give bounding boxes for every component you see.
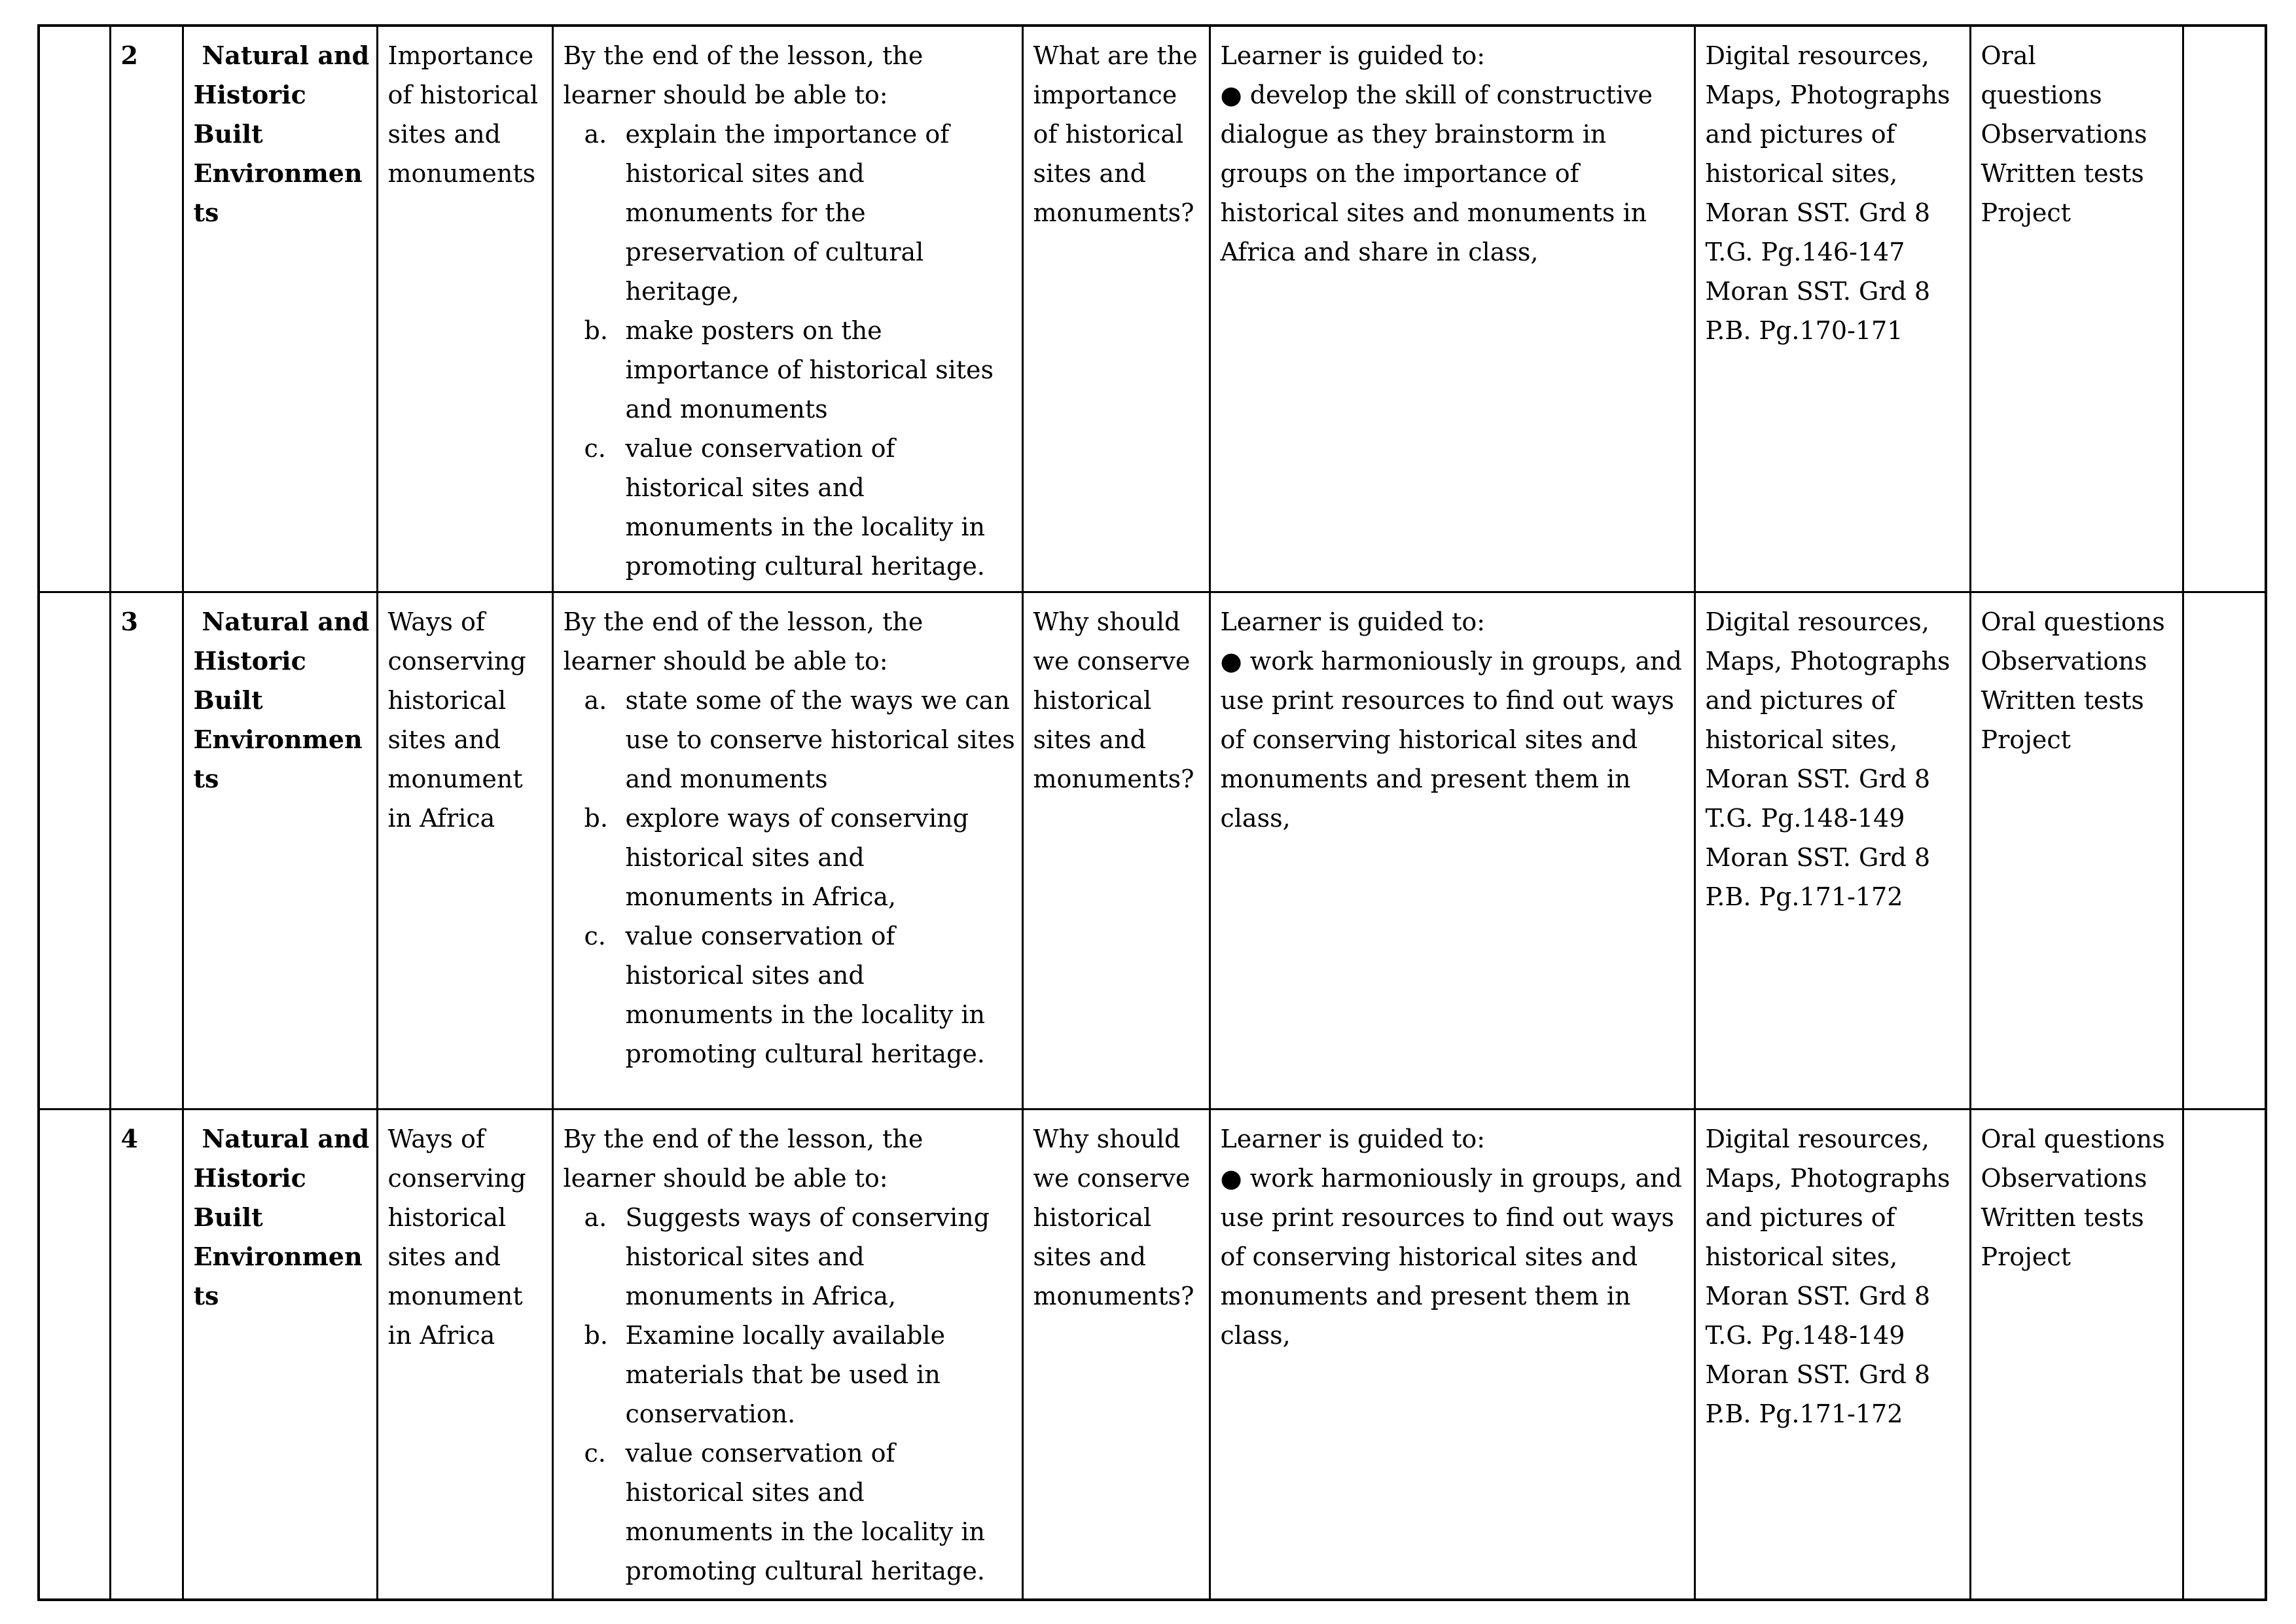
assessment-entry: Oral — [1981, 41, 2036, 70]
experiences-list — [1221, 641, 1690, 838]
learning-outcomes-cell — [552, 26, 1022, 592]
outcome-label: b. — [584, 1321, 608, 1350]
trailing-empty-cell — [2183, 1110, 2266, 1600]
resources-list — [1706, 1119, 1965, 1434]
outcome-label: b. — [584, 316, 608, 345]
experiences-list — [1221, 75, 1690, 272]
assessment-entry: Written tests — [1981, 159, 2144, 188]
trailing-empty-cell — [2183, 26, 2266, 592]
lesson-number-cell — [110, 1110, 183, 1600]
assessment-entry: Observations — [1981, 120, 2147, 149]
outcome-label: c. — [584, 1439, 606, 1468]
strand-title: Natural and Historic Built Environments — [193, 1124, 370, 1310]
sub-strand-cell — [377, 1110, 552, 1600]
lesson-number: 3 — [120, 607, 138, 636]
outcomes-list — [564, 681, 1018, 1074]
outcome-text: value conservation of historical sites and monuments in the locality in promoting cultural heritage. — [625, 1439, 985, 1585]
key-inquiry-cell — [1022, 26, 1210, 592]
week-cell — [39, 1110, 110, 1600]
outcome-text: state some of the ways we can use to conserve historical sites and monuments — [625, 686, 1015, 793]
strand-title: Natural and Historic Built Environments — [193, 41, 370, 227]
learning-outcomes-cell — [552, 592, 1022, 1110]
outcomes-intro: By the end of the lesson, the learner should be able to: — [563, 607, 924, 676]
trailing-empty-cell — [2183, 592, 2266, 1110]
resources-entry: Moran SST. Grd 8 T.G. Pg.146-147 — [1705, 198, 1931, 266]
assessment-cell — [1970, 1110, 2183, 1600]
resources-list — [1706, 602, 1965, 916]
strand-cell — [183, 26, 377, 592]
strand-title: Natural and Historic Built Environments — [193, 607, 370, 793]
lesson-number-cell — [110, 592, 183, 1110]
outcomes-list — [564, 1198, 1018, 1591]
assessment-entry: Oral questions — [1981, 1125, 2165, 1153]
strand-cell — [183, 1110, 377, 1600]
experiences-intro: Learner is guided to: — [1220, 1125, 1486, 1153]
outcome-text: value conservation of historical sites and monuments in the locality in promoting cultural heritage. — [625, 922, 985, 1068]
outcome-item — [564, 1316, 1018, 1434]
assessment-entry: Project — [1981, 198, 2071, 227]
outcome-label: a. — [584, 686, 607, 715]
outcome-item — [564, 799, 1018, 916]
experiences-intro: Learner is guided to: — [1220, 41, 1486, 70]
table-row — [39, 1110, 2266, 1600]
table-row — [39, 26, 2266, 592]
scheme-of-work-table — [37, 24, 2267, 1601]
learning-experiences-cell — [1210, 26, 1695, 592]
sub-strand-title: Ways of conserving historical sites and monument in Africa — [387, 1125, 526, 1350]
experiences-entry: ● work harmoniously in groups, and use print resources to find out ways of conserving historical sites and monuments and present them in class, — [1220, 1164, 1682, 1350]
outcomes-list — [564, 115, 1018, 586]
strand-cell — [183, 592, 377, 1110]
resources-entry: Moran SST. Grd 8 P.B. Pg.171-172 — [1705, 1360, 1931, 1428]
assessment-entry: questions — [1981, 81, 2102, 109]
experiences-entry: ● work harmoniously in groups, and use print resources to find out ways of conserving historical sites and monuments and present them in class, — [1220, 647, 1682, 833]
resources-list — [1706, 36, 1965, 350]
resources-entry: Moran SST. Grd 8 P.B. Pg.171-172 — [1705, 843, 1931, 911]
assessment-entry: Written tests — [1981, 686, 2144, 715]
assessment-cell — [1970, 26, 2183, 592]
key-inquiry-question: What are the importance of historical sites and monuments? — [1033, 41, 1198, 227]
outcome-item — [564, 916, 1018, 1074]
key-inquiry-cell — [1022, 1110, 1210, 1600]
outcome-text: make posters on the importance of historical sites and monuments — [625, 316, 994, 424]
outcome-text: explain the importance of historical sites and monuments for the preservation of cultural heritage, — [625, 120, 950, 306]
outcome-item — [564, 429, 1018, 586]
sub-strand-cell — [377, 26, 552, 592]
outcomes-intro: By the end of the lesson, the learner should be able to: — [563, 1125, 924, 1193]
outcome-text: value conservation of historical sites and monuments in the locality in promoting cultural heritage. — [625, 434, 985, 581]
outcome-text: explore ways of conserving historical sites and monuments in Africa, — [625, 804, 969, 911]
lesson-number: 4 — [120, 1124, 138, 1153]
assessment-entry: Project — [1981, 1242, 2071, 1271]
lesson-number: 2 — [120, 41, 138, 70]
experiences-intro: Learner is guided to: — [1220, 607, 1486, 636]
resources-entry: Digital resources, Maps, Photographs and pictures of historical sites, — [1705, 41, 1950, 188]
assessment-entry: Observations — [1981, 647, 2147, 676]
key-inquiry-question: Why should we conserve historical sites and monuments? — [1033, 607, 1194, 793]
week-cell — [39, 26, 110, 592]
outcome-label: c. — [584, 434, 606, 463]
sub-strand-title: Importance of historical sites and monuments — [387, 41, 539, 188]
table-row — [39, 592, 2266, 1110]
outcome-item — [564, 1434, 1018, 1591]
outcome-label: c. — [584, 922, 606, 950]
learning-resources-cell — [1695, 592, 1970, 1110]
assessment-entry: Oral questions — [1981, 607, 2165, 636]
outcome-text: Examine locally available materials that be used in conservation. — [625, 1321, 946, 1428]
resources-entry: Moran SST. Grd 8 P.B. Pg.170-171 — [1705, 277, 1931, 345]
assessment-entry: Project — [1981, 725, 2071, 754]
experiences-list — [1221, 1159, 1690, 1355]
key-inquiry-cell — [1022, 592, 1210, 1110]
experiences-entry: ● develop the skill of constructive dialogue as they brainstorm in groups on the importance of historical sites and monuments in Africa and share in class, — [1220, 81, 1653, 266]
learning-experiences-cell — [1210, 592, 1695, 1110]
resources-entry: Moran SST. Grd 8 T.G. Pg.148-149 — [1705, 765, 1931, 833]
assessment-entry: Written tests — [1981, 1203, 2144, 1232]
outcome-label: a. — [584, 1203, 607, 1232]
assessment-list — [1981, 36, 2178, 232]
outcome-label: a. — [584, 120, 607, 149]
outcome-item — [564, 311, 1018, 429]
resources-entry: Digital resources, Maps, Photographs and pictures of historical sites, — [1705, 607, 1950, 754]
learning-resources-cell — [1695, 1110, 1970, 1600]
sub-strand-cell — [377, 592, 552, 1110]
outcome-text: Suggests ways of conserving historical sites and monuments in Africa, — [625, 1203, 990, 1310]
assessment-entry: Observations — [1981, 1164, 2147, 1193]
outcome-item — [564, 681, 1018, 799]
learning-experiences-cell — [1210, 1110, 1695, 1600]
outcome-item — [564, 1198, 1018, 1316]
learning-outcomes-cell — [552, 1110, 1022, 1600]
learning-resources-cell — [1695, 26, 1970, 592]
outcome-label: b. — [584, 804, 608, 833]
outcomes-intro: By the end of the lesson, the learner should be able to: — [563, 41, 924, 109]
sub-strand-title: Ways of conserving historical sites and monument in Africa — [387, 607, 526, 833]
resources-entry: Moran SST. Grd 8 T.G. Pg.148-149 — [1705, 1282, 1931, 1350]
week-cell — [39, 592, 110, 1110]
assessment-list — [1981, 602, 2178, 759]
resources-entry: Digital resources, Maps, Photographs and pictures of historical sites, — [1705, 1125, 1950, 1271]
outcome-item — [564, 115, 1018, 311]
assessment-list — [1981, 1119, 2178, 1276]
lesson-number-cell — [110, 26, 183, 592]
key-inquiry-question: Why should we conserve historical sites and monuments? — [1033, 1125, 1194, 1310]
assessment-cell — [1970, 592, 2183, 1110]
